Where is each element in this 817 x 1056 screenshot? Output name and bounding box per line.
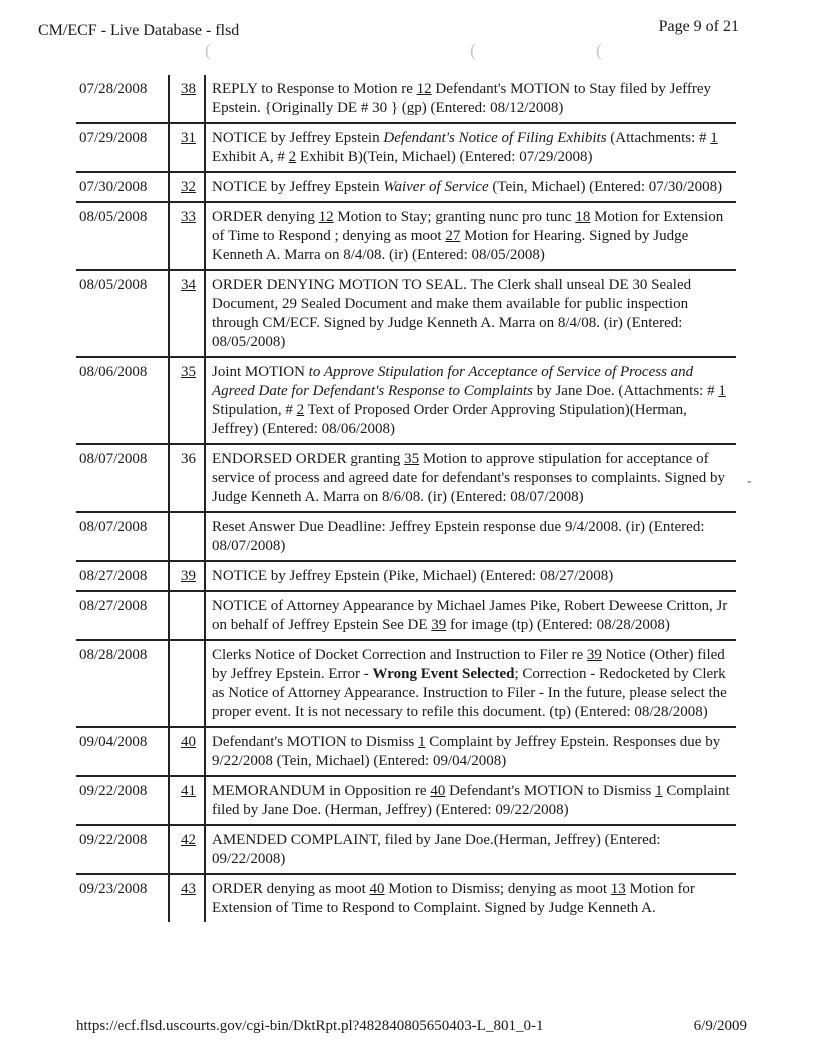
docket-row <box>76 512 736 561</box>
docket-row <box>76 727 736 776</box>
document-reference-link[interactable]: 35 <box>404 451 420 467</box>
entry-text-segment: NOTICE by Jeffrey Epstein <box>212 130 384 146</box>
scan-artifact: ( <box>205 40 211 60</box>
entry-text <box>205 444 736 512</box>
entry-text <box>205 512 736 561</box>
entry-text-segment: for image (tp) (Entered: 08/28/2008) <box>446 617 670 633</box>
entry-number <box>169 75 205 123</box>
entry-number <box>169 776 205 825</box>
entry-text <box>205 776 736 825</box>
entry-text <box>205 357 736 444</box>
scan-artifact: ( <box>470 40 476 60</box>
entry-title-italic: Defendant's Notice of Filing Exhibits <box>383 130 607 146</box>
margin-mark: - <box>747 474 752 489</box>
document-reference-link[interactable]: 39 <box>431 617 447 633</box>
entry-number <box>169 172 205 202</box>
docket-row <box>76 591 736 640</box>
docket-row <box>76 825 736 874</box>
entry-text-segment: Motion to Stay; granting nunc pro tunc <box>333 209 576 225</box>
entry-text-segment: Motion to approve stipulation for acceptance of service of process and agreed date for defendant's responses to complaints. Signed by Judge Kenneth A. Marra on 8/6/08. (ir) (Entered: 08/07/2008) <box>212 451 725 505</box>
entry-text-segment: ORDER denying <box>212 209 319 225</box>
document-reference-link[interactable]: 39 <box>586 647 602 663</box>
entry-text-segment: Defendant's MOTION to Stay filed by Jeffrey Epstein. {Originally DE # 30 } (gp) (Entered: 08/12/2008) <box>212 81 712 116</box>
entry-text <box>205 640 736 727</box>
entry-number <box>169 357 205 444</box>
entry-number <box>169 727 205 776</box>
docket-row <box>76 202 736 270</box>
entry-text-segment: NOTICE by Jeffrey Epstein <box>212 179 384 195</box>
entry-date: 08/07/2008 <box>76 444 169 512</box>
entry-text-segment: Reset Answer Due Deadline: Jeffrey Epstein response due 9/4/2008. (ir) (Entered: 08/07/2008) <box>212 519 705 554</box>
entry-number-link[interactable]: 41 <box>181 783 196 799</box>
footer-date: 6/9/2009 <box>693 1018 747 1034</box>
scan-artifact: ( <box>596 40 602 60</box>
document-reference-link[interactable]: 40 <box>369 881 385 897</box>
entry-date: 09/23/2008 <box>76 874 169 922</box>
entry-text <box>205 123 736 172</box>
entry-text-segment: NOTICE of Attorney Appearance by Michael James Pike, Robert Deweese Critton, Jr on behalf of Jeffrey Epstein See DE <box>212 598 728 633</box>
docket-row <box>76 776 736 825</box>
entry-text-segment: Exhibit B)(Tein, Michael) (Entered: 07/29/2008) <box>296 149 593 165</box>
footer-url: https://ecf.flsd.uscourts.gov/cgi-bin/DktRpt.pl?482840805650403-L_801_0-1 <box>76 1018 544 1034</box>
docket-row <box>76 561 736 591</box>
entry-text-segment: (Attachments: # <box>606 130 711 146</box>
document-reference-link[interactable]: 1 <box>718 383 726 399</box>
entry-text-segment: ENDORSED ORDER granting <box>212 451 405 467</box>
entry-date: 08/27/2008 <box>76 591 169 640</box>
entry-text-segment: Notice (Other) filed by Jeffrey Epstein. Error - <box>212 647 725 682</box>
entry-number-link[interactable]: 42 <box>181 832 196 848</box>
entry-number <box>169 202 205 270</box>
entry-number <box>169 444 205 512</box>
entry-text-segment: ; Correction - Redocketed by Clerk as Notice of Attorney Appearance. Instruction to Filer - In the future, please select the proper event. It is not necessary to refile this document. (tp) (Entered: 08/28/2008) <box>212 666 727 720</box>
entry-text-segment: Clerks Notice of Docket Correction and Instruction to Filer re <box>212 647 587 663</box>
docket-row <box>76 444 736 512</box>
entry-text-segment: Motion to Dismiss; denying as moot <box>384 881 611 897</box>
entry-text-segment: AMENDED COMPLAINT, filed by Jane Doe.(Herman, Jeffrey) (Entered: 09/22/2008) <box>212 832 661 867</box>
entry-text-segment: (Tein, Michael) (Entered: 07/30/2008) <box>488 179 723 195</box>
entry-text <box>205 75 736 123</box>
document-reference-link[interactable]: 18 <box>575 209 591 225</box>
entry-date: 09/22/2008 <box>76 776 169 825</box>
entry-date: 07/30/2008 <box>76 172 169 202</box>
docket-row <box>76 357 736 444</box>
entry-date: 08/07/2008 <box>76 512 169 561</box>
docket-row <box>76 640 736 727</box>
entry-text-segment: Motion for Hearing. Signed by Judge Kenneth A. Marra on 8/4/08. (ir) (Entered: 08/05/2008) <box>212 228 689 263</box>
docket-row <box>76 75 736 123</box>
entry-number <box>169 512 205 561</box>
entry-number-link[interactable]: 35 <box>181 364 196 380</box>
entry-text <box>205 591 736 640</box>
entry-number <box>169 825 205 874</box>
entry-number-link[interactable]: 34 <box>181 277 196 293</box>
document-reference-link[interactable]: 1 <box>418 734 426 750</box>
page-number: Page 9 of 21 <box>658 18 739 35</box>
document-reference-link[interactable]: 1 <box>655 783 663 799</box>
entry-text-segment: Defendant's MOTION to Dismiss <box>212 734 419 750</box>
entry-text-segment: Motion for Extension of Time to Respond ; denying as moot <box>212 209 724 244</box>
entry-text-segment: Exhibit A, # <box>212 149 289 165</box>
entry-error-bold: Wrong Event Selected <box>372 666 515 682</box>
entry-text-segment: ORDER DENYING MOTION TO SEAL. The Clerk shall unseal DE 30 Sealed Document, 29 Sealed Document and make them available for public inspection through CM/ECF. Signed by Judge Kenneth A. Marra on 8/4/08. (ir) (Entered: 08/05/2008) <box>212 277 692 350</box>
page-header-title: CM/ECF - Live Database - flsd <box>38 22 240 39</box>
docket-table <box>76 75 736 922</box>
entry-number-link[interactable]: 31 <box>181 130 196 146</box>
entry-text-segment: by Jane Doe. (Attachments: # <box>532 383 719 399</box>
entry-number <box>169 640 205 727</box>
entry-number <box>169 123 205 172</box>
entry-text-segment: Complaint by Jeffrey Epstein. Responses due by 9/22/2008 (Tein, Michael) (Entered: 09/04/2008) <box>212 734 721 769</box>
document-reference-link[interactable]: 12 <box>416 81 432 97</box>
entry-date: 08/27/2008 <box>76 561 169 591</box>
entry-title-italic: Waiver of Service <box>383 179 489 195</box>
entry-text-segment: ORDER denying as moot <box>212 881 370 897</box>
entry-number-link[interactable]: 43 <box>181 881 196 897</box>
entry-text-segment: Complaint filed by Jane Doe. (Herman, Jeffrey) (Entered: 09/22/2008) <box>212 783 730 818</box>
entry-text <box>205 202 736 270</box>
document-reference-link[interactable]: 27 <box>445 228 461 244</box>
document-reference-link[interactable]: 12 <box>318 209 334 225</box>
document-reference-link[interactable]: 13 <box>610 881 626 897</box>
entry-date: 09/22/2008 <box>76 825 169 874</box>
docket-row <box>76 874 736 922</box>
entry-text-segment: Joint MOTION <box>212 364 309 380</box>
entry-date: 08/05/2008 <box>76 202 169 270</box>
entry-text-segment: Stipulation, # <box>212 402 297 418</box>
entry-number-link[interactable]: 38 <box>181 81 196 97</box>
entry-number-text: 36 <box>181 451 196 467</box>
entry-text-segment: REPLY to Response to Motion re <box>212 81 417 97</box>
entry-text <box>205 172 736 202</box>
document-reference-link[interactable]: 40 <box>430 783 446 799</box>
entry-text <box>205 874 736 922</box>
entry-title-italic: to Approve Stipulation for Acceptance of Service of Process and Agreed Date for Defendant's Response to Complaints <box>212 364 694 399</box>
entry-date: 07/28/2008 <box>76 75 169 123</box>
entry-text-segment: MEMORANDUM in Opposition re <box>212 783 431 799</box>
entry-date: 08/06/2008 <box>76 357 169 444</box>
document-reference-link[interactable]: 1 <box>710 130 718 146</box>
document-reference-link[interactable]: 2 <box>288 149 297 165</box>
entry-number <box>169 270 205 357</box>
entry-number <box>169 874 205 922</box>
entry-number-link[interactable]: 39 <box>181 568 196 584</box>
entry-text <box>205 825 736 874</box>
entry-number <box>169 591 205 640</box>
entry-number-link[interactable]: 32 <box>181 179 196 195</box>
entry-date: 08/05/2008 <box>76 270 169 357</box>
document-reference-link[interactable]: 2 <box>296 402 305 418</box>
entry-number-link[interactable]: 40 <box>181 734 196 750</box>
entry-text-segment: NOTICE by Jeffrey Epstein (Pike, Michael) (Entered: 08/27/2008) <box>212 568 614 584</box>
entry-date: 07/29/2008 <box>76 123 169 172</box>
entry-text <box>205 561 736 591</box>
entry-date: 08/28/2008 <box>76 640 169 727</box>
entry-text-segment: Defendant's MOTION to Dismiss <box>445 783 656 799</box>
entry-date: 09/04/2008 <box>76 727 169 776</box>
entry-number-link[interactable]: 33 <box>181 209 196 225</box>
entry-number <box>169 561 205 591</box>
entry-text-segment: Motion for Extension of Time to Respond to Complaint. Signed by Judge Kenneth A. <box>212 881 695 916</box>
entry-text-segment: Text of Proposed Order Order Approving Stipulation)(Herman, Jeffrey) (Entered: 08/06/2008) <box>212 402 687 437</box>
docket-row <box>76 270 736 357</box>
docket-row <box>76 123 736 172</box>
docket-row <box>76 172 736 202</box>
entry-text <box>205 270 736 357</box>
entry-text <box>205 727 736 776</box>
